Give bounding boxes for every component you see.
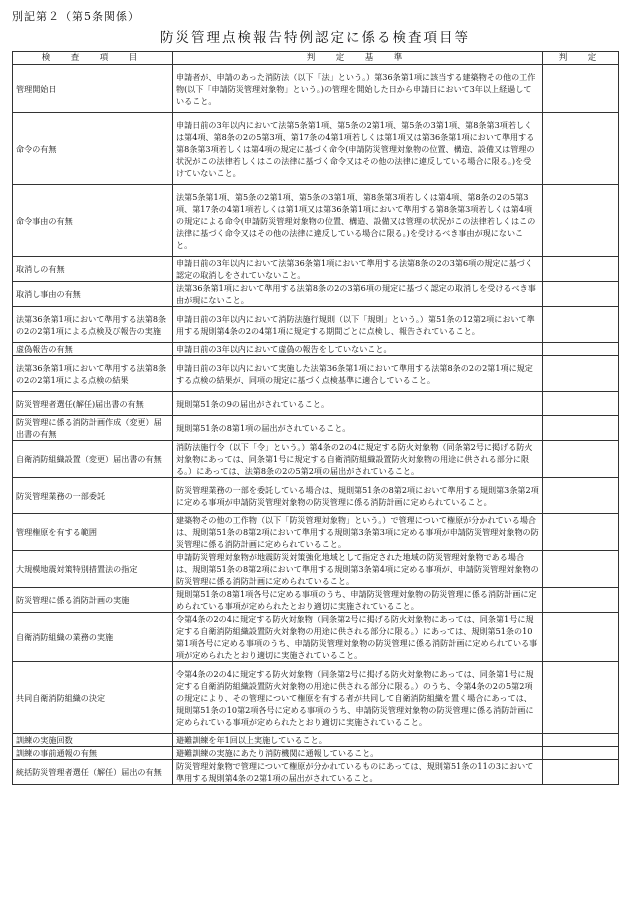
judgment-cell[interactable]	[543, 282, 619, 307]
judgment-cell[interactable]	[543, 551, 619, 588]
inspection-item: 取消し事由の有無	[13, 282, 173, 307]
table-row	[13, 392, 619, 416]
inspection-item: 管理権原を有する範囲	[13, 514, 173, 551]
table-row	[13, 185, 619, 257]
inspection-items-table	[12, 51, 619, 785]
table-row	[13, 551, 619, 588]
judgment-criteria: 消防法施行令（以下「令」という。）第4条の2の4に規定する防火対象物（同条第2号に掲げる防火対象物にあっては、同条第1号に規定する自衛消防組織設置防火対象物の用途に供される部分に限る。）にあっては、法第8条の2の5第2項の届出がされていること。	[173, 441, 543, 478]
document-title: 防災管理点検報告特例認定に係る検査項目等	[160, 30, 470, 46]
judgment-criteria: 申請者が、申請のあった消防法（以下「法」という。）第36条第1項に該当する建築物その他の工作物(以下「申請防災管理対象物」という。)の管理を開始した日から申請日において3年以上経過していること。	[173, 65, 543, 113]
table-row	[13, 747, 619, 760]
table-row	[13, 588, 619, 613]
judgment-cell[interactable]	[543, 257, 619, 282]
inspection-item: 命令の有無	[13, 113, 173, 185]
table-row	[13, 343, 619, 356]
inspection-item: 防災管理に係る消防計画の実施	[13, 588, 173, 613]
judgment-cell[interactable]	[543, 588, 619, 613]
judgment-criteria: 令第4条の2の4に規定する防火対象物（同条第2号に掲げる防火対象物にあっては、同条第1号に規定する自衛消防組織設置防火対象物の用途に供される部分に限る。）にあっては、規則第51条の10第1項各号に定める事項のうち、申請防災管理対象物の防災管理に係る消防計画に定められている事項が定められたとおり適切に実施されていること。	[173, 613, 543, 662]
appendix-reference: 別記第２（第5条関係）	[12, 10, 140, 23]
judgment-criteria: 令第4条の2の4に規定する防火対象物（同条第2号に掲げる防火対象物にあっては、同条第1号に規定する自衛消防組織設置防火対象物の用途に供される部分に限る。）のうち、令第4条の2の5第2項の規定により、その管理について権原を有する者が共同して自衛消防組織を置く場合にあっては、規則第51条の10第2項各号に定める事項のうち、申請防災管理対象物の防災管理に係る消防計画に定められている事項が定められたとおり適切に実施されていること。	[173, 662, 543, 734]
judgment-criteria: 避難訓練の実施にあたり消防機関に通報していること。	[173, 747, 543, 760]
inspection-item: 法第36条第1項において準用する法第8条の2の2第1項による点検の結果	[13, 356, 173, 392]
judgment-cell[interactable]	[543, 113, 619, 185]
table-row	[13, 416, 619, 441]
inspection-item: 統括防災管理者選任（解任）届出の有無	[13, 760, 173, 785]
inspection-item: 防災管理業務の一部委託	[13, 478, 173, 514]
inspection-item: 防災管理に係る消防計画作成（変更）届出書の有無	[13, 416, 173, 441]
inspection-item: 自衛消防組織の業務の実施	[13, 613, 173, 662]
judgment-cell[interactable]	[543, 392, 619, 416]
judgment-criteria: 申請防災管理対象物が地震防災対策強化地域として指定された地域の防災管理対象物である場合は、規則第51条の8第2項において準用する規則第3条第4項に定める事項が、申請防災管理対象物の防災管理に係る消防計画に定められていること。	[173, 551, 543, 588]
judgment-criteria: 申請日前の3年以内において法第36条第1項において準用する法第8条の2の3第6項の規定に基づく認定の取消しをされていないこと。	[173, 257, 543, 282]
table-row	[13, 613, 619, 662]
judgment-cell[interactable]	[543, 416, 619, 441]
inspection-item: 訓練の実施回数	[13, 734, 173, 747]
table-row	[13, 65, 619, 113]
inspection-item: 共同自衛消防組織の決定	[13, 662, 173, 734]
table-row	[13, 760, 619, 785]
judgment-cell[interactable]	[543, 514, 619, 551]
judgment-criteria: 規則第51条の9の届出がされていること。	[173, 392, 543, 416]
table-header-row	[13, 52, 619, 65]
judgment-cell[interactable]	[543, 478, 619, 514]
judgment-cell[interactable]	[543, 185, 619, 257]
judgment-criteria: 申請日前の3年以内において実施した法第36条第1項において準用する法第8条の2の2第1項に規定する点検の結果が、同項の規定に基づく点検基準に適合していること。	[173, 356, 543, 392]
inspection-item: 大規模地震対策特別措置法の指定	[13, 551, 173, 588]
inspection-item: 命令事由の有無	[13, 185, 173, 257]
judgment-cell[interactable]	[543, 747, 619, 760]
judgment-criteria: 法第5条第1項、第5条の2第1項、第5条の3第1項、第8条第3項若しくは第4項、第8条の2の5第3項、第17条の4第1項若しくは第1項又は第36条第1項において準用する第8条第3項若しくは第4項の規定による命令(申請防災管理対象物の位置、構造、設備又は管理の状況がこの法律若しくはこの法律に基づく命令又はその他の法律に違反している場合に限る。)を受けるべき事由が現にないこと。	[173, 185, 543, 257]
inspection-item: 自衛消防組織設置（変更）届出書の有無	[13, 441, 173, 478]
judgment-cell[interactable]	[543, 441, 619, 478]
judgment-criteria: 申請日前の3年以内において法第5条第1項、第5条の2第1項、第5条の3第1項、第8条第3項若しくは第4項、第8条の2の5第3項、第17条の4第1項若しくは第1項又は第36条第1項において準用する第8条第3項若しくは第4項の規定に基づく命令(申請防災管理対象物の位置、構造、設備又は管理の状況がこの法律若しくはこの法律に基づく命令又はその他の法律に違反している場合に限る。)を受けていないこと。	[173, 113, 543, 185]
judgment-criteria: 規則第51条の8第1項各号に定める事項のうち、申請防災管理対象物の防災管理に係る消防計画に定められている事項が定められたとおり適切に実施されていること。	[173, 588, 543, 613]
judgment-criteria: 規則第51条の8第1項の届出がされていること。	[173, 416, 543, 441]
judgment-cell[interactable]	[543, 307, 619, 343]
inspection-item: 取消しの有無	[13, 257, 173, 282]
judgment-cell[interactable]	[543, 760, 619, 785]
judgment-criteria: 避難訓練を年1回以上実施していること。	[173, 734, 543, 747]
column-header-judgment: 判 定	[543, 52, 619, 65]
judgment-cell[interactable]	[543, 356, 619, 392]
table-row	[13, 257, 619, 282]
judgment-cell[interactable]	[543, 734, 619, 747]
judgment-cell[interactable]	[543, 613, 619, 662]
judgment-cell[interactable]	[543, 662, 619, 734]
judgment-criteria: 防災管理業務の一部を委託している場合は、規則第51条の8第2項において準用する規則第3条第2項に定める事項が申請防災管理対象物の防災管理に係る消防計画に定められていること。	[173, 478, 543, 514]
column-header-item: 検 査 項 目	[13, 52, 173, 65]
table-body	[13, 65, 619, 785]
inspection-item: 訓練の事前通報の有無	[13, 747, 173, 760]
judgment-criteria: 建築物その他の工作物（以下「防災管理対象物」という。）で管理について権原が分かれている場合は、規則第51条の8第2項において準用する規則第3条第3項に定める事項が申請防災管理対象物の防災管理に係る消防計画に定められていること。	[173, 514, 543, 551]
judgment-cell[interactable]	[543, 65, 619, 113]
table-row	[13, 307, 619, 343]
judgment-criteria: 申請日前の3年以内において消防法施行規則（以下「規則」という。）第51条の12第2項において準用する規則第4条の2の4第1項に規定する期間ごとに点検し、報告されていること。	[173, 307, 543, 343]
table-row	[13, 514, 619, 551]
table-row	[13, 356, 619, 392]
table-row	[13, 478, 619, 514]
inspection-item: 管理開始日	[13, 65, 173, 113]
column-header-criteria: 判 定 基 準	[173, 52, 543, 65]
inspection-item: 防災管理者選任(解任)届出書の有無	[13, 392, 173, 416]
judgment-criteria: 防災管理対象物で管理について権原が分かれているものにあっては、規則第51条の11の3において準用する規則第4条の2第1項の届出がされていること。	[173, 760, 543, 785]
inspection-item: 法第36条第1項において準用する法第8条の2の2第1項による点検及び報告の実施	[13, 307, 173, 343]
judgment-criteria: 申請日前の3年以内において虚偽の報告をしていないこと。	[173, 343, 543, 356]
table-row	[13, 734, 619, 747]
table-row	[13, 662, 619, 734]
judgment-criteria: 法第36条第1項において準用する法第8条の2の3第6項の規定に基づく認定の取消しを受けるべき事由が現にないこと。	[173, 282, 543, 307]
table-row	[13, 282, 619, 307]
inspection-item: 虚偽報告の有無	[13, 343, 173, 356]
table-row	[13, 113, 619, 185]
table-row	[13, 441, 619, 478]
judgment-cell[interactable]	[543, 343, 619, 356]
